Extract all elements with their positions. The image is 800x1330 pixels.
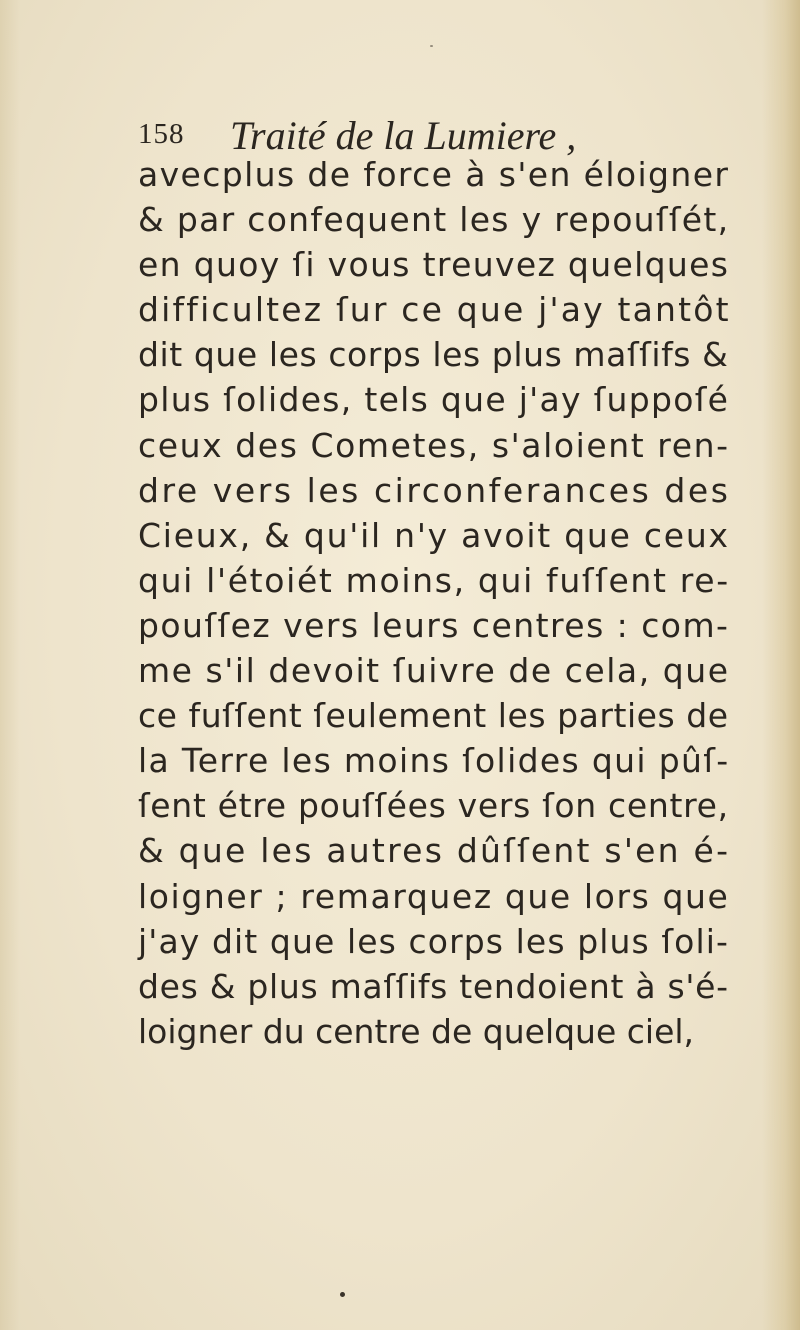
text-line: dit que les corps les plus maſſifs & [138,335,729,375]
text-line: des & plus maſſifs tendoient à s'é- [138,966,729,1006]
text-line: en quoy ſi vous treuvez quelques [138,245,730,285]
text-line: ceux des Cometes, s'aloient ren- [138,425,730,465]
page-right-edge-shadow [762,0,800,1330]
page-number: 158 [138,118,185,150]
body-text [138,152,738,1054]
text-line: loigner ; remarquez que lors que [138,876,730,916]
text-line: loigner du centre de quelque ciel, [138,1011,695,1051]
text-line: plus ſolides, tels que j'ay ſuppoſé [138,380,730,420]
text-line: difficultez ſur ce que j'ay tantôt [138,290,731,330]
text-line: me s'il devoit ſuivre de cela, que [138,651,730,691]
text-line: ſent étre pouſſées vers ſon centre, [138,786,729,826]
page-left-edge-shadow [0,0,20,1330]
text-line: ce fuſſent ſeulement les parties de [138,696,729,736]
text-line: qui l'étoiét moins, qui fuſſent re- [138,560,730,600]
text-line: & que les autres dûſſent s'en é- [138,831,731,871]
text-line: la Terre les moins ſolides qui pûſ- [138,741,730,781]
text-line: Cieux, & qu'il n'y avoit que ceux [138,515,730,555]
ink-speck [430,45,433,47]
text-line: j'ay dit que les corps les plus ſoli- [138,921,729,961]
text-line: pouſſez vers leurs centres : com- [138,605,730,645]
text-line: avecplus de force à s'en éloigner [138,155,730,194]
text-line: dre vers les circonferances des [138,470,731,510]
ink-speck [340,1292,345,1297]
running-title: Traité de la Lumiere , [230,113,577,158]
text-line: & par confequent les y repouſſét, [138,200,730,240]
